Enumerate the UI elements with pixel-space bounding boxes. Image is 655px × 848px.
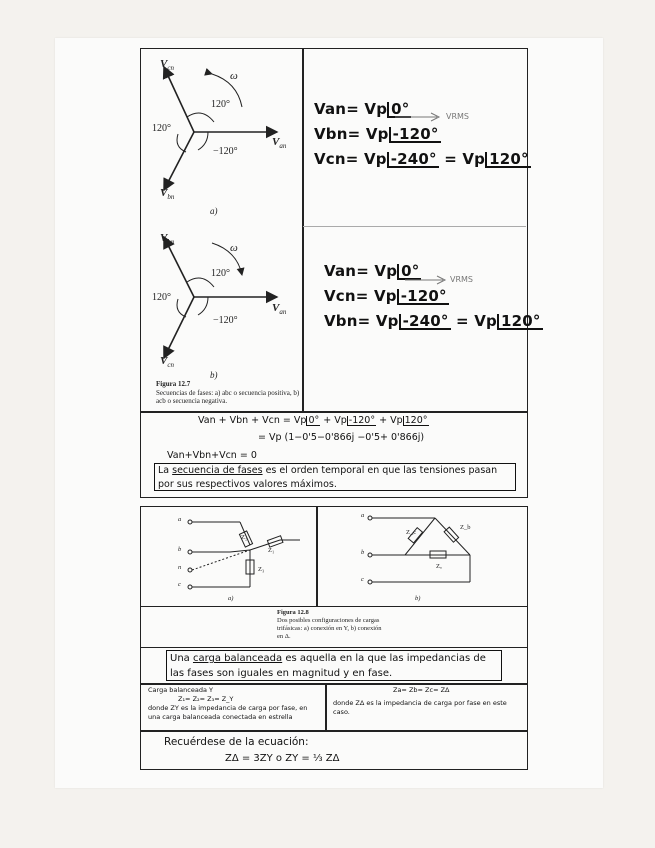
- d-label-zc: Z_c: [406, 529, 417, 536]
- balanced-delta-notes: Za= Zb= Zc= ZΔ donde ZΔ es la impedancia de carga por fase en este caso.: [333, 686, 507, 716]
- divider-fig-vertical: [316, 507, 318, 606]
- figure-12-8-caption: Figura 12.8 Dos posibles configuraciones de cargas trifásicas: a) conexión en Y, b) conexión en Δ.: [277, 609, 382, 640]
- eq-van-negative: Van= Vp 0°: [324, 262, 420, 280]
- divider-horizontal: [141, 411, 527, 413]
- divider-notes-bottom: [141, 730, 527, 732]
- divider-caption-bottom: [141, 647, 527, 648]
- y-connection-diagram: [180, 510, 310, 605]
- label-vcn-b: $V_{cn}$: [160, 355, 174, 370]
- eq-vbn-positive: Vbn= Vp -120°: [314, 125, 439, 143]
- d-label-za: Zₐ: [436, 563, 442, 570]
- y-label-c: c: [178, 581, 181, 588]
- divider-vertical: [302, 49, 304, 411]
- label-120-top: 120°: [211, 99, 230, 110]
- label-120-top-b: 120°: [211, 268, 230, 279]
- eq-van-positive: Van= Vp 0°: [314, 100, 410, 118]
- label-van: $V_{an}$: [272, 136, 287, 151]
- label-omega: ω: [230, 70, 238, 82]
- divider-balanced-bottom: [141, 683, 527, 685]
- divider-fig-bottom: [141, 606, 527, 607]
- vrms-label-a: VRMS: [446, 112, 470, 121]
- d-label-b: b: [361, 549, 365, 556]
- y-label-a: a: [178, 516, 182, 523]
- y-label-n: n: [178, 564, 182, 571]
- y-label-z3: Z₃: [258, 566, 265, 573]
- label-van-b: $V_{an}$: [272, 302, 287, 317]
- sum-line-2: = Vp (1−0'5−0'866j −0'5+ 0'866j): [258, 432, 425, 443]
- recall-text: Recuérdese de la ecuación:: [164, 736, 309, 748]
- label-minus120: −120°: [213, 146, 238, 157]
- label-minus120-b: −120°: [213, 315, 238, 326]
- y-label-z2: Z₂: [241, 534, 248, 541]
- label-120-left-b: 120°: [152, 292, 171, 303]
- sum-line-3: Van+Vbn+Vcn = 0: [167, 450, 257, 461]
- y-label-letter: a): [228, 595, 234, 602]
- y-label-b: b: [178, 546, 182, 553]
- label-vcn: $V_{cn}$: [160, 58, 174, 73]
- d-label-zb: Z_b: [460, 524, 471, 531]
- eq-vcn-positive: Vcn= Vp -240° = Vp 120°: [314, 150, 529, 168]
- arrow-vrms-a: [395, 110, 445, 124]
- d-label-a: a: [361, 512, 365, 519]
- eq-vbn-negative: Vbn= Vp -240° = Vp 120°: [324, 312, 541, 330]
- conversion-equation: ZΔ = 3ZY o ZY = ⅓ ZΔ: [225, 753, 340, 764]
- delta-connection-diagram: [360, 510, 500, 605]
- y-label-z1: Z₁: [268, 547, 275, 554]
- label-b: b): [210, 370, 218, 380]
- balanced-y-notes: Carga balanceada Y Z₁= Z₂= Z₃= Z_Y donde ZY es la impedancia de carga por fase, en una carga balanceada conectada en estrella: [148, 686, 308, 721]
- phase-sequence-definition: La secuencia de fases es el orden temporal en que las tensiones pasan por sus respectivos valores máximos.: [154, 463, 516, 491]
- label-a: a): [210, 206, 218, 216]
- divider-horizontal-mid: [303, 226, 526, 227]
- d-label-letter: b): [415, 595, 421, 602]
- vrms-label-b: VRMS: [450, 275, 474, 284]
- eq-vcn-negative: Vcn= Vp -120°: [324, 287, 447, 305]
- label-120-left: 120°: [152, 123, 171, 134]
- label-vbn: $V_{bn}$: [160, 187, 175, 202]
- d-label-c: c: [361, 576, 364, 583]
- divider-notes-vertical: [325, 684, 327, 730]
- balanced-load-definition: Una carga balanceada es aquella en la que las impedancias de las fases son iguales en magnitud y en fase.: [166, 650, 502, 681]
- sum-line-1: Van + Vbn + Vcn = Vp 0° + Vp -120° + Vp 120°: [198, 415, 428, 426]
- figure-12-7-caption: Figura 12.7 Secuencias de fases: a) abc o secuencia positiva, b) acb o secuencia negativa.: [156, 380, 300, 405]
- label-omega-b: ω: [230, 242, 238, 254]
- arrow-vrms-b: [405, 273, 450, 287]
- label-vbn-b: $V_{bn}$: [160, 232, 175, 247]
